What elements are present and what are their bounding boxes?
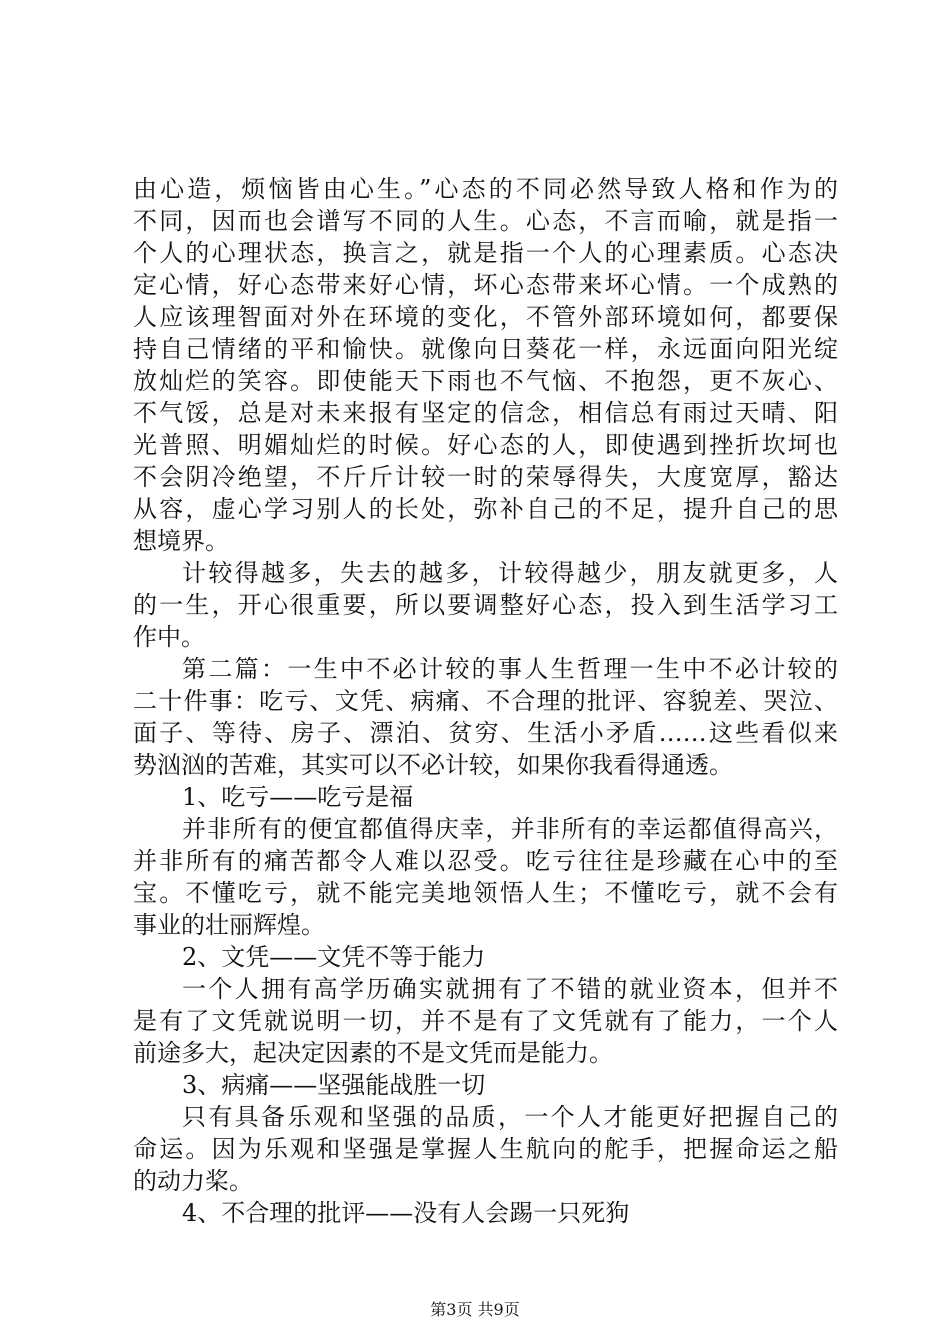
text-line: 不会阴冷绝望，不斤斤计较一时的荣辱得失，大度宽厚，豁达 — [133, 463, 838, 491]
text-line: 的一生，开心很重要，所以要调整好心态，投入到生活学习工 — [133, 591, 838, 619]
text-line: 想境界。 — [133, 527, 229, 555]
paragraph-start-line: 一个人拥有高学历确实就拥有了不错的就业资本，但并不 — [182, 975, 838, 1003]
section-title-line: 第二篇：一生中不必计较的事人生哲理一生中不必计较的 — [182, 655, 838, 683]
text-line: 持自己情绪的平和愉快。就像向日葵花一样，永远面向阳光绽 — [133, 335, 838, 363]
text-line: 定心情，好心态带来好心情，坏心态带来坏心情。一个成熟的 — [133, 271, 838, 299]
text-line: 势汹汹的苦难，其实可以不必计较，如果你我看得通透。 — [133, 751, 733, 779]
text-line: 人应该理智面对外在环境的变化，不管外部环境如何，都要保 — [133, 303, 838, 331]
text-line: 面子、等待、房子、漂泊、贫穷、生活小矛盾……这些看似来 — [133, 719, 838, 747]
item-heading: 4、不合理的批评——没有人会踢一只死狗 — [182, 1199, 630, 1227]
text-line: 不气馁，总是对未来报有坚定的信念，相信总有雨过天晴、阳 — [133, 399, 838, 427]
paragraph-start-line: 计较得越多，失去的越多，计较得越少，朋友就更多，人 — [182, 559, 838, 587]
text-line: 是有了文凭就说明一切，并不是有了文凭就有了能力，一个人 — [133, 1007, 838, 1035]
text-line: 宝。不懂吃亏，就不能完美地领悟人生；不懂吃亏，就不会有 — [133, 879, 838, 907]
text-line: 前途多大，起决定因素的不是文凭而是能力。 — [133, 1039, 613, 1067]
text-line: 光普照、明媚灿烂的时候。好心态的人，即使遇到挫折坎坷也 — [133, 431, 838, 459]
text-line: 的动力桨。 — [133, 1167, 253, 1195]
page-number-footer: 第3页 共9页 — [430, 1300, 520, 1319]
text-line: 并非所有的痛苦都令人难以忍受。吃亏往往是珍藏在心中的至 — [133, 847, 838, 875]
text-line: 由心造，烦恼皆由心生。”心态的不同必然导致人格和作为的 — [133, 175, 838, 203]
item-heading: 2、文凭——文凭不等于能力 — [182, 943, 486, 971]
text-line: 不同，因而也会谱写不同的人生。心态，不言而喻，就是指一 — [133, 207, 838, 235]
item-heading: 3、病痛——坚强能战胜一切 — [182, 1071, 486, 1099]
item-heading: 1、吃亏——吃亏是福 — [182, 783, 414, 811]
paragraph-start-line: 只有具备乐观和坚强的品质，一个人才能更好把握自己的 — [182, 1103, 838, 1131]
text-line: 二十件事：吃亏、文凭、病痛、不合理的批评、容貌差、哭泣、 — [133, 687, 838, 715]
text-line: 个人的心理状态，换言之，就是指一个人的心理素质。心态决 — [133, 239, 838, 267]
text-line: 事业的壮丽辉煌。 — [133, 911, 325, 939]
text-line: 从容，虚心学习别人的长处，弥补自己的不足，提升自己的思 — [133, 495, 838, 523]
text-line: 命运。因为乐观和坚强是掌握人生航向的舵手，把握命运之船 — [133, 1135, 838, 1163]
body-text — [133, 173, 838, 1229]
paragraph-start-line: 并非所有的便宜都值得庆幸，并非所有的幸运都值得高兴， — [182, 815, 838, 843]
text-line: 作中。 — [133, 623, 205, 651]
text-line: 放灿烂的笑容。即使能天下雨也不气恼、不抱怨，更不灰心、 — [133, 367, 838, 395]
